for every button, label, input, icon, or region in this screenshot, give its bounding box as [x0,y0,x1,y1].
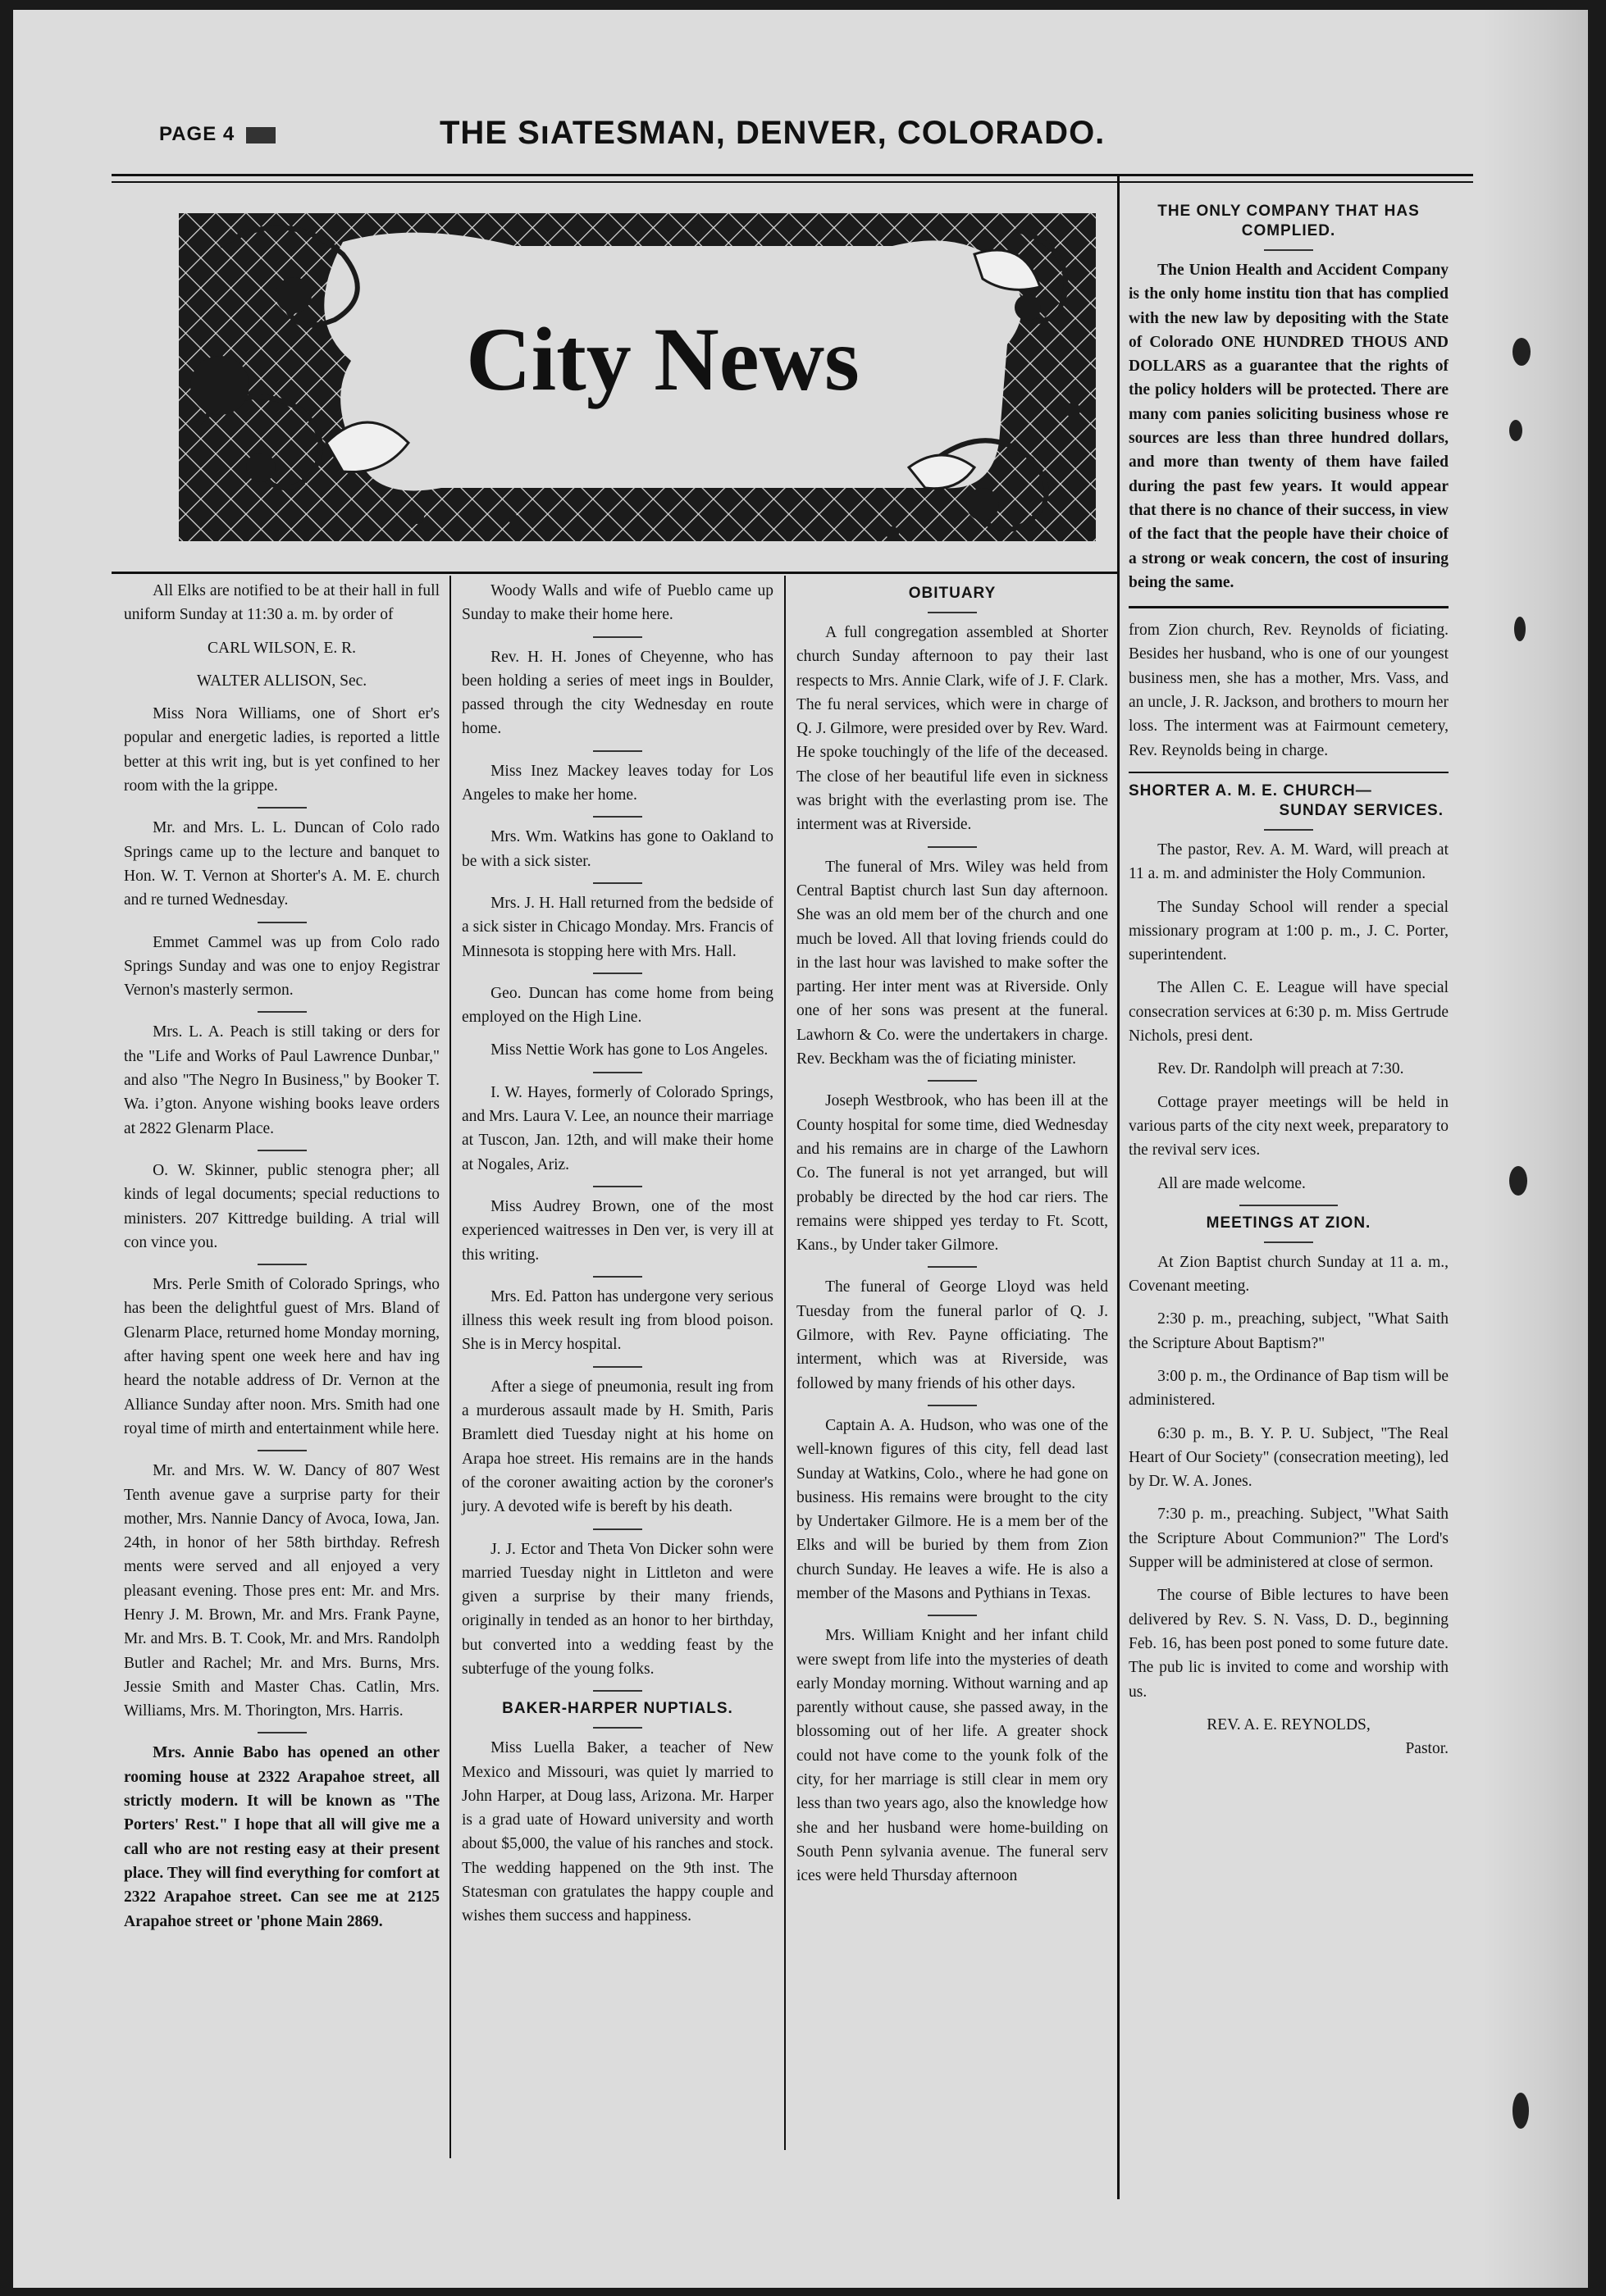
nuptials-heading: BAKER-HARPER NUPTIALS. [502,1700,733,1718]
separator [928,612,977,613]
separator [258,1011,307,1013]
meeting-item: 3:00 p. m., the Ordinance of Bap tism will be administered. [1129,1367,1449,1410]
edge-stain [1512,338,1531,366]
separator [593,1727,642,1729]
news-item: Mrs. Ed. Patton has undergone very serious illness this week result ing from blood poison. She is in Mercy hospital. [462,1287,773,1354]
newspaper-page [13,10,1588,2288]
obituary-item: Captain A. A. Hudson, who was one of the well-known figures of this city, fell dead last Sunday at Watkins, Colo., where he had gone on business. His remains were brought to the city by Undertaker Gilmore. He is a mem ber of the Elks and will be buried by them from Zion church Sunday. He leaves a wife. He is also a member of the Masons and Pythians in Texas. [796,1416,1108,1602]
column-3 [796,579,1108,1897]
news-item: O. W. Skinner, public stenogra pher; all kinds of legal documents; special reductions to ministers. 207 Kittredge building. A trial will con vince you. [124,1161,440,1251]
service-item: The Sunday School will render a special missionary program at 1:00 p. m., J. C. Porter, superintendent. [1129,898,1449,964]
news-item: Miss Nora Williams, one of Short er's popular and energetic ladies, is reported a little better at this writ ing, but is yet confined to her room with the la grippe. [124,705,440,795]
obituary-item: The funeral of George Lloyd was held Tuesday from the funeral parlor of Q. J. Gilmore, with Rev. Payne officiating. The interment, which was at Riverside, was followed by many friends of his other days. [796,1278,1108,1392]
shorter-church-subheading: SUNDAY SERVICES. [1279,801,1444,819]
separator [258,1450,307,1451]
obituary-item: Mrs. William Knight and her infant child were swept from life into the mysteries of death early Monday morning. Without warning and ap parently without cause, she passed away, in the blossoming out of her life. A greater shock could not have come to the younk folk of the city, for her marriage is still clear in mem ory less than two years ago, also the knowledge how she and her husband were home-building on South Penn sylvania avenue. The funeral serv ices were held Thursday afternoon [796,1627,1108,1885]
separator [258,922,307,923]
page-number: PAGE 4 [159,123,276,146]
obituary-continued: from Zion church, Rev. Reynolds of ficiating. Besides her husband, who is one of our youngest business men, she has a mother, Mrs. Vass, and an uncle, J. R. Jackson, and brothers to mourn her loss. The interment was at Fairmount cemetery, Rev. Reynolds being in charge. [1129,622,1449,759]
separator [1264,1241,1313,1243]
top-rule-thin [112,181,1473,183]
separator [1264,249,1313,251]
separator [928,1080,977,1082]
signature-title: Pastor. [1405,1740,1449,1758]
banner-bottom-rule [112,572,1117,574]
box-bottom-rule [1129,606,1449,608]
news-item: Emmet Cammel was up from Colo rado Springs Sunday and was one to enjoy Registrar Vernon's masterly sermon. [124,933,440,1000]
news-item: I. W. Hayes, formerly of Colorado Springs, and Mrs. Laura V. Lee, an nounce their marriage at Tuscon, Jan. 12th, and will make their home at Nogales, Ariz. [462,1083,773,1173]
separator [593,1528,642,1530]
column-rule-4 [1117,174,1120,2199]
edge-stain [1509,1166,1527,1196]
city-news-banner [171,197,1104,569]
news-item: Mrs. Wm. Watkins has gone to Oakland to be with a sick sister. [462,828,773,870]
news-item: Miss Audrey Brown, one of the most experienced waitresses in Den ver, is very ill at this writing. [462,1197,773,1264]
separator [928,846,977,848]
service-item: Cottage prayer meetings will be held in various parts of the city next week, preparatory to the revival serv ices. [1129,1093,1449,1159]
separator [1264,829,1313,831]
ink-blot [246,127,276,144]
banner-title: City News [466,309,860,409]
separator [928,1405,977,1406]
meeting-item: 7:30 p. m., preaching. Subject, "What Saith the Scripture About Communion?" The Lord's Supper will be administered at close of sermon. [1129,1506,1449,1572]
news-item: Rev. H. H. Jones of Cheyenne, who has been holding a series of meet ings in Boulder, passed through the city Wednesday en route home. [462,648,773,738]
service-item: The Allen C. E. League will have special consecration services at 6:30 p. m. Miss Gertrude Nichols, presi dent. [1129,979,1449,1046]
separator [593,750,642,752]
news-item: Woody Walls and wife of Pueblo came up Sunday to make their home here. [462,582,773,624]
service-item: The pastor, Rev. A. M. Ward, will preach at 11 a. m. and administer the Holy Communion. [1129,840,1449,883]
news-item: Miss Nettie Work has gone to Los Angeles. [490,1041,769,1059]
news-item: Miss Inez Mackey leaves today for Los Angeles to make her home. [462,762,773,804]
column-2 [462,579,773,1938]
insurance-heading: THE ONLY COMPANY THAT HAS COMPLIED. [1157,203,1420,239]
edge-stain [1512,2093,1529,2129]
separator [593,1366,642,1368]
obituary-heading: OBITUARY [908,585,997,602]
news-item: J. J. Ector and Theta Von Dicker sohn were married Tuesday night in Littleton and were given a surprise by their many friends, originally in tended as an honor to her birthday, but converted into a wedding feast by the subterfuge of the young folks. [462,1540,773,1678]
nuptials-article: Miss Luella Baker, a teacher of New Mexico and Missouri, was quiet ly married to John Harper, at Doug lass, Arizona. Mr. Harper is a grad uate of Howard university and worth about $5,000, the value of his ranches and stock. The wedding happened on the 9th inst. The Statesman con gratulates the happy couple and wishes them success and happiness. [462,1739,773,1925]
edge-stain [1514,617,1526,641]
service-item: Rev. Dr. Randolph will preach at 7:30. [1157,1060,1404,1078]
obituary-item: A full congregation assembled at Shorter church Sunday afternoon to pay their last respects to Mrs. Annie Clark, wife of J. F. Clark. The fu neral services, which were in charge of Q. J. Gilmore, were presided over by Rev. Ward. He spoke touchingly of the life of the deceased. The close of her beautiful life even in sickness was bright with the everlasting prom ise. The interment was at Riverside. [796,624,1108,834]
separator [928,1615,977,1616]
separator [593,1690,642,1692]
news-item: After a siege of pneumonia, result ing from a murderous assault made by H. Smith, Paris Bramlett died Tuesday night at his home on Arapa hoe street. His remains are in the hands of the coroner awaiting action by the coroner's jury. A devoted wife is bereft by his death. [462,1378,773,1516]
obituary-item: The funeral of Mrs. Wiley was held from Central Baptist church last Sun day afternoon. She was an old mem ber of the church and one much be loved. All that loving friends could do in the last hour was lavished to make softer the parting. Her inter ment was at Riverside. Only one of her sons was present at the funeral. Lawhorn & Co. were the undertakers in charge. Rev. Beckham was the of ficiating minister. [796,858,1108,1068]
insurance-notice: The Union Health and Accident Company is the only home institu tion that has complied with the new law by depositing with the State of Colorado ONE HUNDRED THOUS AND DOLLARS as a guarantee that the rights of the policy holders will be protected. There are many com panies soliciting business whose re sources are less than three hundred dollars, and more than twenty of them have failed during the past few years. It would appear that there is no chance of their success, in view of the fact that the people have their choice of a strong or weak concern, the cost of insuring being the same. [1129,262,1449,591]
column-4 [1129,197,1449,1770]
section-rule [1129,772,1449,773]
separator [593,973,642,974]
separator [593,1276,642,1278]
top-rule [112,174,1473,176]
meeting-item: The course of Bible lectures to have been delivered by Rev. S. N. Vass, D. D., beginning Feb. 16, has been post poned to some future date. The pub lic is invited to come and worship with us. [1129,1587,1449,1701]
meeting-item: 6:30 p. m., B. Y. P. U. Subject, "The Real Heart of Our Society" (consecration meeting), led by Dr. W. A. Jones. [1129,1424,1449,1491]
elks-signer-1: CARL WILSON, E. R. [208,639,356,657]
edge-stain [1509,420,1522,441]
obituary-item: Joseph Westbrook, who has been ill at the County hospital for some time, died Wednesday and his remains are in charge of the Lawhorn Co. The funeral is not yet arranged, but will probably be directed by the hod car riers. The remains were shipped yes terday to Ft. Scott, Kans., by Under taker Gilmore. [796,1092,1108,1255]
news-item: Mrs. J. H. Hall returned from the bedside of a sick sister in Chicago Monday. Mrs. Francis of Minnesota is stopping here with Mrs. Hall. [462,894,773,960]
column-rule-1 [449,576,451,2158]
separator [593,1186,642,1187]
separator [593,816,642,818]
separator [593,1072,642,1073]
elks-signer-2: WALTER ALLISON, Sec. [196,672,367,690]
meeting-item: 2:30 p. m., preaching, subject, "What Saith the Scripture About Baptism?" [1129,1310,1449,1352]
separator [593,636,642,638]
rooming-house-ad: Mrs. Annie Babo has opened an other rooming house at 2322 Arapahoe street, all strictly modern. It will be known as "The Porters' Rest." I hope that all will give me a call who are not resting easy at their present place. They will find everything for comfort at 2322 Arapahoe street. Can see me at 2125 Arapahoe street or 'phone Main 2869. [124,1744,440,1930]
masthead: THE SıATESMAN, DENVER, COLORADO. [440,115,1106,151]
separator [258,1732,307,1733]
shorter-church-heading: SHORTER A. M. E. CHURCH— SUNDAY SERVICES. [1129,781,1449,821]
news-item: Mr. and Mrs. W. W. Dancy of 807 West Tenth avenue gave a surprise party for their mother, Mrs. Nannie Dancy of Avoca, Iowa, Jan. 24th, in honor of her 58th birthday. Refresh ments were served and all enjoyed a very pleasant evening. Those pres ent: Mr. and Mrs. Henry J. M. Brown, Mr. and Mrs. Frank Payne, Mr. and Mrs. B. T. Cook, Mr. and Mrs. Randolph Butler and Rachel; Mr. and Mrs. Burns, Mrs. Jessie Smith and Master Chas. Catlin, Mrs. Williams, Mrs. M. Thorington, Mrs. Harris. [124,1462,440,1720]
separator [928,1266,977,1268]
news-item: Mrs. Perle Smith of Colorado Springs, who has been the delightful guest of Mrs. Bland of Glenarm Place, returned home Monday morning, after having spent one week here and hav ing heard the notable address of Dr. Vernon at the Alliance Sunday after noon. Mrs. Smith had one royal time of mirth and entertainment while here. [124,1276,440,1437]
news-item: Geo. Duncan has come home from being employed on the High Line. [462,984,773,1027]
separator [1239,1205,1338,1206]
separator [258,807,307,809]
column-rule-2 [784,576,786,2150]
separator [593,882,642,884]
separator [258,1264,307,1265]
news-item: Mrs. L. A. Peach is still taking or ders for the "Life and Works of Paul Lawrence Dunbar," and also "The Negro In Business," by Booker T. Wa. i’gton. Anyone wishing books leave orders at 2822 Glenarm Place. [124,1023,440,1137]
separator [258,1150,307,1151]
signature-name: REV. A. E. REYNOLDS, [1207,1715,1371,1733]
meeting-item: At Zion Baptist church Sunday at 11 a. m., Covenant meeting. [1129,1253,1449,1296]
zion-heading: MEETINGS AT ZION. [1206,1214,1371,1232]
elks-notice: All Elks are notified to be at their hall in full uniform Sunday at 11:30 a. m. by order of [124,582,440,624]
service-item: All are made welcome. [1157,1174,1306,1192]
news-item: Mr. and Mrs. L. L. Duncan of Colo rado Springs came up to the lecture and banquet to Hon. W. T. Vernon at Shorter's A. M. E. church and re turned Wednesday. [124,819,440,909]
column-1 [124,579,440,1943]
